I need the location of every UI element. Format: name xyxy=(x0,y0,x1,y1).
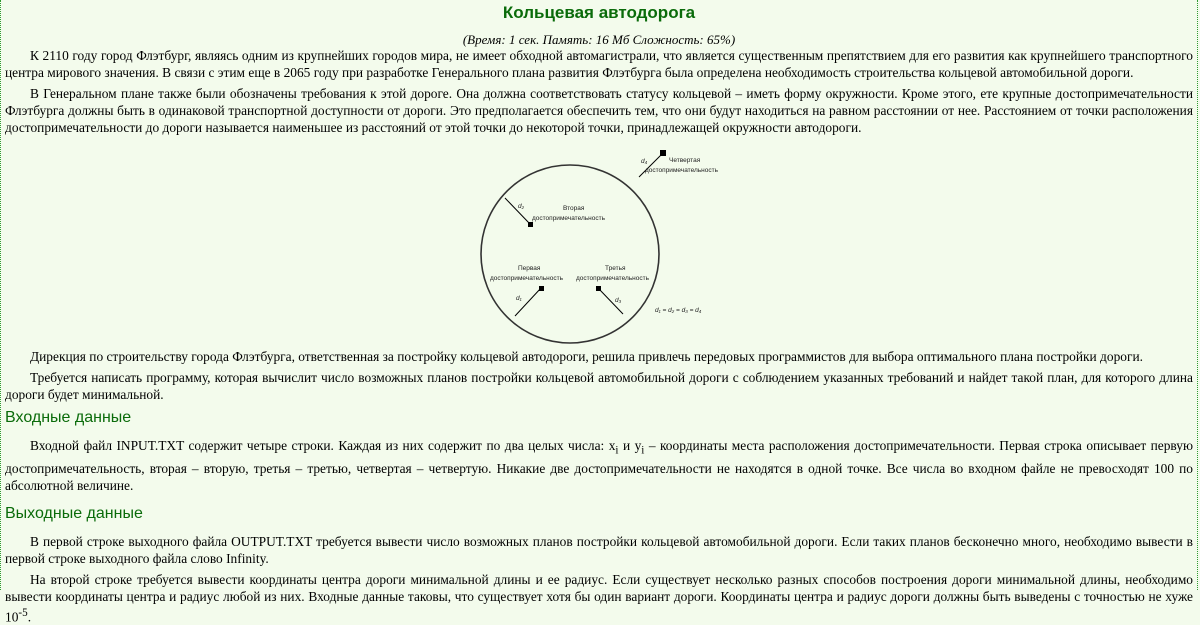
ring-road-circle xyxy=(481,165,659,343)
input-section-header: Входные данные xyxy=(5,409,132,426)
fourth-label-2: достопримечательность xyxy=(645,167,718,174)
output-section-header: Выходные данные xyxy=(5,504,143,522)
after-paragraph-2: Требуется написать программу, которая вычислит число возможных планов постройки кольцевой автомобильной дороги с соблюдением указанных требований и найдет такой план, для которого длина дороги будет минимальной. xyxy=(5,370,1193,402)
second-label-2: достопримечательность xyxy=(532,215,605,222)
ring-road-diagram xyxy=(1,140,1191,348)
d1-label: d₁ xyxy=(516,295,522,302)
output-paragraph-1: В первой строке выходного файла OUTPUT.TXT требуется вывести число возможных планов постройки кольцевой автомобильной дороги. Если таких планов бесконечно много, необходимо вывести в первой строке выходного файла слово Infinity. xyxy=(5,533,1193,566)
input-text-a: Входной файл INPUT.TXT содержит четыре строки. Каждая из них содержит по два целых числа: x xyxy=(30,438,616,453)
output-paragraph-2 xyxy=(1,571,1197,625)
d2-line xyxy=(505,198,530,224)
limits-line: (Время: 1 сек. Память: 16 Мб Сложность: 65%) xyxy=(462,32,736,47)
page-title: Кольцевая автодорога xyxy=(502,3,696,22)
second-label: Вторая xyxy=(563,205,585,212)
output-text-2a: На второй строке требуется вывести координаты центра дороги минимальной длины и ее радиус. Если существует несколько разных способов построения дороги минимальной длины, необходимо вывести координаты центра и радиус любой из них. Входные данные таковы, что существует хотя бы один вариант дороги. Координаты центра и радиус дороги должны быть выведены с точностью не хуже 10 xyxy=(5,571,1193,625)
third-label-2: достопримечательность xyxy=(576,275,649,282)
d3-label: d₃ xyxy=(615,297,622,304)
input-and: и y xyxy=(618,438,642,453)
after-paragraph-1: Дирекция по строительству города Флэтбурга, ответственная за постройку кольцевой автодороги, решила привлечь передовых программистов для выбора оптимального плана постройки дороги. xyxy=(30,349,1143,364)
first-landmark-marker xyxy=(539,286,544,291)
intro-paragraph-2: В Генеральном плане также были обозначены требования к этой дороге. Она должна соответствовать статусу кольцевой – иметь форму окружности. Кроме этого, eтe крупные достопримечательности Флэтбурга должны быть в одинаковой транспортной доступности от дороги. Это предполагается обеспечить тем, что они будут находиться на равном расстоянии от нее. Расстоянием от точки расположения достопримечательности до дороги называется наименьшее из расстояний от этой точки до некоторой точки, принадлежащей окружности автодороги. xyxy=(5,86,1193,135)
ring-road-figure xyxy=(1,140,1197,348)
d1-line xyxy=(515,288,541,316)
intro-paragraph-1: К 2110 году город Флэтбург, являясь одним из крупнейших городов мира, не имеет обходной автомагистрали, что является существенным препятствием для его развития как крупнейшего транспортного центра мирового значения. В связи с этим еще в 2065 году при разработке Генерального плана развития Флэтбурга была определена необходимость строительства кольцевой автомобильной дороги. xyxy=(5,48,1193,80)
third-label: Третья xyxy=(605,265,626,272)
fourth-label: Четвертая xyxy=(669,157,701,164)
first-label: Первая xyxy=(518,265,541,272)
input-subscript-2: i xyxy=(641,444,645,457)
distance-equation: d₁ = d₂ = d₃ = d₄ xyxy=(655,307,702,314)
d2-label: d₂ xyxy=(518,203,525,210)
first-label-2: достопримечательность xyxy=(490,275,563,282)
input-paragraph xyxy=(1,437,1197,494)
input-subscript-1: i xyxy=(615,444,619,457)
d4-label: d₄ xyxy=(641,158,648,165)
input-text-b: – координаты места расположения достопримечательности. Первая строка описывает первую достопримечательность, вторая – вторую, третья – третью, четвертая – четвертую. Никакие две достопримечательности не находятся в одной точке. Все числа во входном файле не превосходят 100 по абсолютной величине. xyxy=(5,438,1193,493)
output-text-2b: . xyxy=(27,609,32,625)
output-exponent: -5 xyxy=(18,606,28,619)
